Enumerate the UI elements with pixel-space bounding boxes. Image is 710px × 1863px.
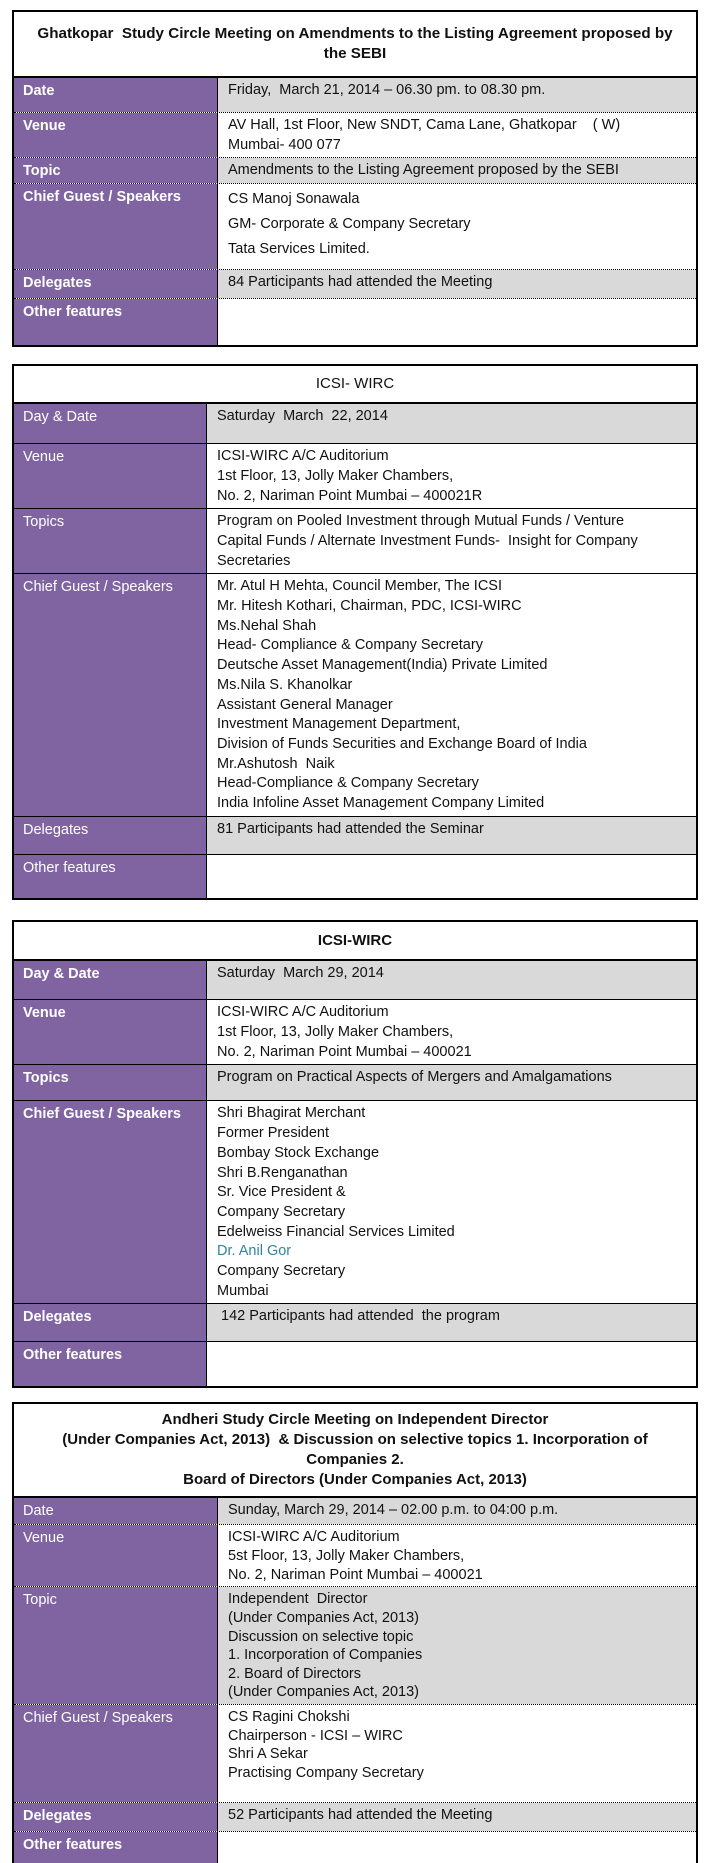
value-line: Shri Bhagirat Merchant	[217, 1105, 366, 1122]
table-row	[14, 1831, 696, 1863]
table-row	[14, 298, 696, 345]
table-row	[14, 816, 696, 854]
speaker-name-accent: Dr. Anil Gor	[217, 1243, 292, 1260]
value-line: Mr. Atul H Mehta, Council Member, The ICSI	[217, 578, 503, 595]
table-title	[14, 12, 696, 78]
table-row	[14, 1524, 696, 1586]
meeting-table-icsi-wirc-seminar-march-22	[12, 364, 698, 900]
table-row	[14, 1498, 696, 1524]
table-row	[14, 157, 696, 183]
value-line: Edelweiss Financial Services Limited	[217, 1223, 455, 1240]
table-row	[14, 1802, 696, 1831]
value-line: Ms.Nehal Shah	[217, 617, 317, 634]
row-value	[218, 1587, 696, 1704]
value-line: Shri A Sekar	[228, 1746, 308, 1763]
value-line: Head- Compliance & Company Secretary	[217, 637, 483, 654]
value-line: Sunday, March 29, 2014 – 02.00 p.m. to 04:00 p.m.	[228, 1502, 559, 1519]
row-label: Topics	[14, 509, 207, 573]
row-label: Other features	[14, 855, 207, 898]
row-value	[207, 1065, 696, 1100]
table-row	[14, 508, 696, 573]
value-line: Company Secretary	[217, 1203, 346, 1220]
table-row	[14, 1341, 696, 1386]
table-row	[14, 854, 696, 898]
row-value	[218, 158, 696, 183]
value-line: Capital Funds / Alternate Investment Funds- Insight for Company	[217, 532, 638, 549]
value-line: Chairperson - ICSI – WIRC	[228, 1727, 403, 1744]
row-label: Venue	[14, 444, 207, 508]
row-value	[218, 1498, 696, 1524]
row-value	[218, 1705, 696, 1802]
value-line: Mr. Hitesh Kothari, Chairman, PDC, ICSI-WIRC	[217, 598, 522, 615]
value-line: ICSI-WIRC A/C Auditorium	[217, 448, 389, 465]
value-line: Former President	[217, 1125, 330, 1142]
value-line: No. 2, Nariman Point Mumbai – 400021	[228, 1566, 483, 1583]
value-line: India Infoline Asset Management Company Limited	[217, 795, 545, 812]
value-line: Assistant General Manager	[217, 696, 393, 713]
table-title	[14, 922, 696, 961]
value-line: Program on Practical Aspects of Mergers and Amalgamations	[217, 1069, 612, 1086]
value-line: Investment Management Department,	[217, 716, 461, 733]
value-line: Deutsche Asset Management(India) Private Limited	[217, 657, 548, 674]
row-label: Delegates	[14, 270, 218, 298]
row-value	[207, 817, 696, 854]
table-row	[14, 443, 696, 508]
value-line: Sr. Vice President &	[217, 1184, 346, 1201]
row-label: Other features	[14, 1342, 207, 1386]
row-value	[207, 444, 696, 508]
table-row	[14, 269, 696, 298]
value-line: CS Ragini Chokshi	[228, 1709, 350, 1726]
value-line: 1st Floor, 13, Jolly Maker Chambers,	[217, 1024, 454, 1041]
row-label: Day & Date	[14, 961, 207, 999]
table-row	[14, 1064, 696, 1100]
value-line: Friday, March 21, 2014 – 06.30 pm. to 08.30 pm.	[228, 82, 546, 98]
row-label: Topic	[14, 158, 218, 183]
value-line: Saturday March 22, 2014	[217, 408, 388, 425]
value-line: (Under Companies Act, 2013)	[228, 1610, 420, 1627]
value-line: 1. Incorporation of Companies	[228, 1647, 423, 1664]
row-value	[218, 78, 696, 112]
value-line: Program on Pooled Investment through Mutual Funds / Venture	[217, 513, 625, 530]
table-row	[14, 961, 696, 999]
value-line: ICSI-WIRC A/C Auditorium	[217, 1004, 389, 1021]
value-line: Shri B.Renganathan	[217, 1164, 348, 1181]
row-value	[218, 270, 696, 298]
table-title	[14, 1404, 696, 1498]
row-value	[207, 1342, 696, 1386]
table-row	[14, 1704, 696, 1802]
value-line: Saturday March 29, 2014	[217, 965, 384, 982]
value-line: Bombay Stock Exchange	[217, 1144, 380, 1161]
value-line: Secretaries	[217, 552, 291, 569]
table-title-line: Ghatkopar Study Circle Meeting on Amendments to the Listing Agreement proposed by the SEBI	[37, 25, 677, 62]
value-line: Amendments to the Listing Agreement proposed by the SEBI	[228, 162, 619, 179]
table-row	[14, 1303, 696, 1341]
value-line: 142 Participants had attended the program	[217, 1308, 500, 1325]
row-value	[218, 299, 696, 345]
row-label: Other features	[14, 299, 218, 345]
tables-root	[0, 10, 710, 1863]
value-line: Independent Director	[228, 1591, 368, 1608]
table-title-line: Board of Directors (Under Companies Act, 2013)	[183, 1471, 527, 1489]
row-label: Venue	[14, 1525, 218, 1586]
row-value	[207, 1304, 696, 1341]
row-label: Chief Guest / Speakers	[14, 184, 218, 269]
row-label: Delegates	[14, 1304, 207, 1341]
value-line: Mr.Ashutosh Naik	[217, 755, 335, 772]
row-label: Delegates	[14, 1803, 218, 1831]
row-value	[207, 574, 696, 816]
value-line: CS Manoj Sonawala	[228, 191, 360, 208]
table-row	[14, 78, 696, 112]
value-line: Ms.Nila S. Khanolkar	[217, 676, 353, 693]
row-value	[207, 1101, 696, 1303]
meeting-table-andheri-study-circle-meeting	[12, 1402, 698, 1863]
row-value	[207, 855, 696, 898]
row-label: Chief Guest / Speakers	[14, 574, 207, 816]
table-row	[14, 999, 696, 1064]
table-title-line: ICSI-WIRC	[317, 931, 393, 949]
row-value	[207, 961, 696, 999]
table-row	[14, 573, 696, 816]
value-line: 1st Floor, 13, Jolly Maker Chambers,	[217, 467, 454, 484]
row-label: Date	[14, 1498, 218, 1524]
row-value	[218, 113, 696, 157]
table-row	[14, 1100, 696, 1303]
value-line: 2. Board of Directors	[228, 1665, 361, 1682]
value-line: GM- Corporate & Company Secretary	[228, 216, 471, 233]
value-line: 84 Participants had attended the Meeting	[228, 274, 493, 291]
row-label: Date	[14, 78, 218, 112]
meeting-table-icsi-wirc-program-march-29	[12, 920, 698, 1388]
value-line: Practising Company Secretary	[228, 1764, 424, 1781]
row-value	[207, 404, 696, 443]
row-value	[218, 184, 696, 269]
row-label: Day & Date	[14, 404, 207, 443]
table-title-line: (Under Companies Act, 2013) & Discussion on selective topics 1. Incorporation of Companies 2.	[62, 1431, 652, 1469]
value-line: No. 2, Nariman Point Mumbai – 400021R	[217, 487, 483, 504]
value-line: ICSI-WIRC A/C Auditorium	[228, 1529, 400, 1546]
row-label: Venue	[14, 113, 218, 157]
row-value	[207, 1000, 696, 1064]
row-label: Chief Guest / Speakers	[14, 1705, 218, 1802]
row-value	[218, 1832, 696, 1863]
row-value	[207, 509, 696, 573]
value-line: Tata Services Limited.	[228, 241, 370, 258]
table-row	[14, 112, 696, 157]
value-line: No. 2, Nariman Point Mumbai – 400021	[217, 1043, 472, 1060]
row-label: Venue	[14, 1000, 207, 1064]
value-line: 5st Floor, 13, Jolly Maker Chambers,	[228, 1548, 465, 1565]
value-line: Discussion on selective topic	[228, 1628, 414, 1645]
row-label: Delegates	[14, 817, 207, 854]
table-row	[14, 404, 696, 443]
row-label: Chief Guest / Speakers	[14, 1101, 207, 1303]
value-line: Division of Funds Securities and Exchange Board of India	[217, 735, 587, 752]
value-line: Mumbai- 400 077	[228, 136, 341, 153]
table-row	[14, 1586, 696, 1704]
table-title-line: ICSI- WIRC	[315, 375, 395, 393]
meeting-table-ghatkopar-study-circle-meeting	[12, 10, 698, 347]
table-title-line: Andheri Study Circle Meeting on Independent Director	[161, 1411, 549, 1429]
row-label: Other features	[14, 1832, 218, 1863]
value-line: (Under Companies Act, 2013)	[228, 1684, 420, 1701]
value-line: Company Secretary	[217, 1263, 346, 1280]
row-value	[218, 1525, 696, 1586]
value-line: Mumbai	[217, 1282, 269, 1299]
value-line: 81 Participants had attended the Seminar	[217, 821, 484, 838]
row-label: Topic	[14, 1587, 218, 1704]
value-line: 52 Participants had attended the Meeting	[228, 1807, 493, 1824]
value-line: Head-Compliance & Company Secretary	[217, 775, 479, 792]
table-title	[14, 366, 696, 404]
table-row	[14, 183, 696, 269]
value-line: AV Hall, 1st Floor, New SNDT, Cama Lane, Ghatkopar ( W)	[228, 117, 621, 133]
row-label: Topics	[14, 1065, 207, 1100]
row-value	[218, 1803, 696, 1831]
